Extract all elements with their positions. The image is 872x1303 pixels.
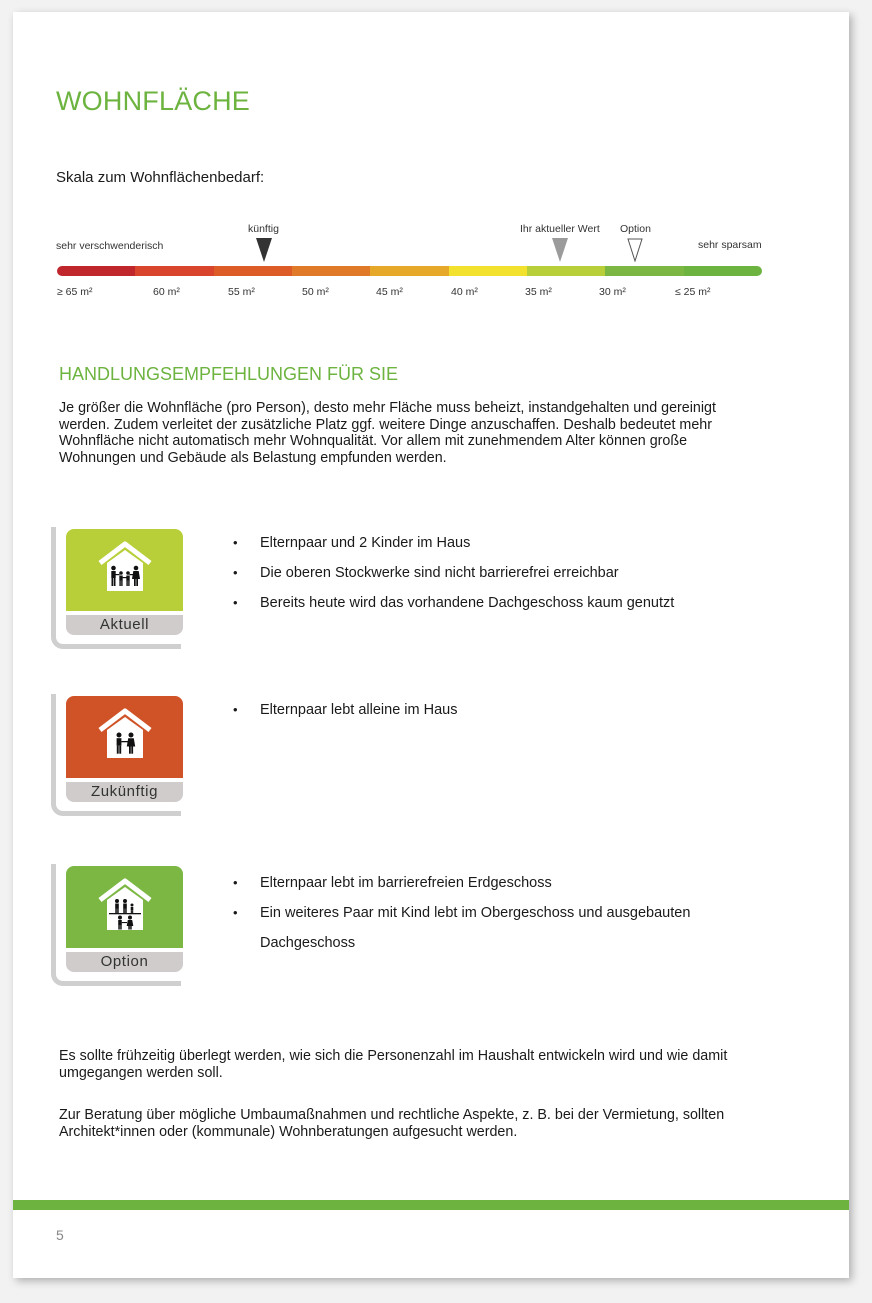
closing-paragraph: Es sollte frühzeitig überlegt werden, wie sich die Personenzahl im Haushalt entwickeln wird und wie damit umgegangen werden soll. bbox=[59, 1048, 728, 1081]
scale-tick: 45 m² bbox=[376, 286, 403, 298]
scale-tick: 55 m² bbox=[228, 286, 255, 298]
scale-right-label: sehr sparsam bbox=[698, 239, 762, 251]
marker-future-label: künftig bbox=[248, 223, 279, 235]
list-item: • Die oberen Stockwerke sind nicht barrierefrei erreichbar bbox=[233, 558, 674, 588]
footer-accent-bar bbox=[13, 1200, 849, 1210]
scenario-bullets-current bbox=[233, 528, 674, 618]
card-label: Zukünftig bbox=[66, 782, 183, 802]
list-item: • Elternpaar und 2 Kinder im Haus bbox=[233, 528, 674, 558]
scale-segment bbox=[57, 266, 136, 276]
scale-tick: 30 m² bbox=[599, 286, 626, 298]
couple-house-icon bbox=[97, 708, 153, 762]
scale-color-bar bbox=[57, 266, 762, 276]
two-households-house-icon bbox=[97, 878, 153, 932]
marker-current-label: Ihr aktueller Wert bbox=[520, 223, 600, 235]
scale-tick: 35 m² bbox=[525, 286, 552, 298]
recommendations-paragraph: Je größer die Wohnfläche (pro Person), desto mehr Fläche muss beheizt, instandgehalten und gereinigt werden. Zudem verleitet der zusätzliche Platz ggf. weitere Dinge anzuschaffen. Deshalb bedeutet mehr Wohnfläche nicht automatisch mehr Wohnqualität. Vor allem mit zunehmendem Alter können große Wohnungen und Gebäude als Belastung empfunden werden. bbox=[59, 400, 716, 466]
scenario-bullets-option bbox=[233, 868, 693, 958]
scale-segment bbox=[370, 266, 449, 276]
list-item: • Ein weiteres Paar mit Kind lebt im Obergeschoss und ausgebauten Dachgeschoss bbox=[233, 898, 693, 958]
list-item: • Elternpaar lebt alleine im Haus bbox=[233, 695, 457, 725]
scenario-card-future bbox=[51, 694, 185, 819]
marker-option-label: Option bbox=[620, 223, 651, 235]
scale-segment bbox=[135, 266, 214, 276]
marker-option-icon bbox=[627, 238, 643, 262]
scale-tick: ≥ 65 m² bbox=[57, 286, 93, 298]
marker-future-icon bbox=[256, 238, 272, 262]
list-item: • Elternpaar lebt im barrierefreien Erdgeschoss bbox=[233, 868, 693, 898]
closing-paragraph: Zur Beratung über mögliche Umbaumaßnahmen und rechtliche Aspekte, z. B. bei der Vermietung, sollten Architekt*innen oder (kommunale) Wohnberatungen aufgesucht werden. bbox=[59, 1107, 725, 1140]
card-label: Option bbox=[66, 952, 183, 972]
scale-segment bbox=[214, 266, 293, 276]
scale-tick: 40 m² bbox=[451, 286, 478, 298]
scale-tick: 60 m² bbox=[153, 286, 180, 298]
recommendations-heading: HANDLUNGSEMPFEHLUNGEN FÜR SIE bbox=[59, 364, 399, 384]
marker-current-icon bbox=[552, 238, 568, 262]
scale-segment bbox=[292, 266, 371, 276]
card-color-panel bbox=[66, 696, 183, 778]
scenario-card-option bbox=[51, 864, 185, 989]
scale-segment bbox=[605, 266, 684, 276]
card-label: Aktuell bbox=[66, 615, 183, 635]
scale-segment bbox=[684, 266, 763, 276]
page-title: WOHNFLÄCHE bbox=[56, 86, 251, 116]
scale-intro: Skala zum Wohnflächenbedarf: bbox=[56, 169, 265, 186]
living-space-scale bbox=[13, 12, 849, 332]
document-page bbox=[13, 12, 849, 1278]
scenario-bullets-future bbox=[233, 695, 457, 725]
page-number: 5 bbox=[56, 1227, 64, 1243]
scale-segment bbox=[527, 266, 606, 276]
scale-tick: 50 m² bbox=[302, 286, 329, 298]
scale-tick: ≤ 25 m² bbox=[675, 286, 711, 298]
scale-left-label: sehr verschwenderisch bbox=[56, 240, 164, 252]
family-four-house-icon bbox=[97, 541, 153, 595]
scale-segment bbox=[449, 266, 528, 276]
list-item: • Bereits heute wird das vorhandene Dachgeschoss kaum genutzt bbox=[233, 588, 674, 618]
card-color-panel bbox=[66, 866, 183, 948]
card-color-panel bbox=[66, 529, 183, 611]
scenario-card-current bbox=[51, 527, 185, 652]
